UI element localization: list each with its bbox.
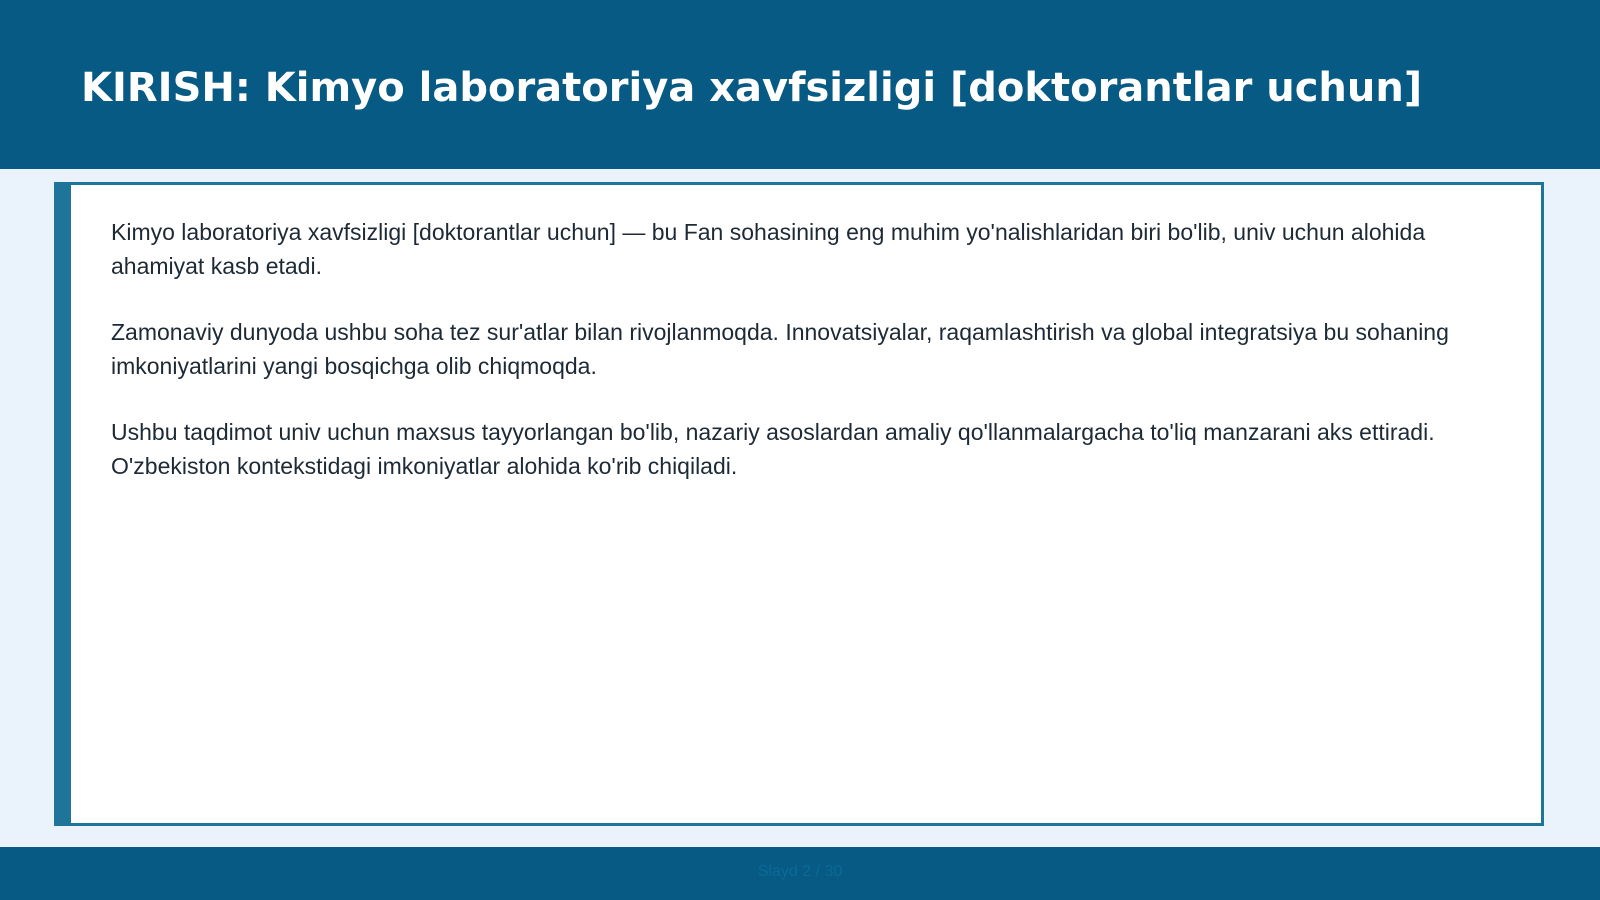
slide-header [0,0,1600,169]
page-number: Slayd 2 / 30 [757,863,843,880]
content-card [54,182,1544,826]
slide-title: KIRISH: Kimyo laboratoriya xavfsizligi [doktorantlar uchun] [81,65,1423,111]
paragraph-intro: Kimyo laboratoriya xavfsizligi [doktorantlar uchun] — bu Fan sohasining eng muhim yo'nalishlaridan biri bo'lib, univ uchun alohida ahamiyat kasb etadi. [111,219,1426,279]
slide-footer [0,847,1600,900]
paragraph-presentation-scope: Ushbu taqdimot univ uchun maxsus tayyorlangan bo'lib, nazariy asoslardan amaliy qo'llanmalargacha to'liq manzarani aks ettiradi. O'zbekiston kontekstidagi imkoniyatlar alohida ko'rib chiqiladi. [111,419,1435,479]
paragraph-modern-world: Zamonaviy dunyoda ushbu soha tez sur'atlar bilan rivojlanmoqda. Innovatsiyalar, raqamlashtirish va global integratsiya bu sohaning imkoniyatlarini yangi bosqichga olib chiqmoqda. [111,319,1449,379]
